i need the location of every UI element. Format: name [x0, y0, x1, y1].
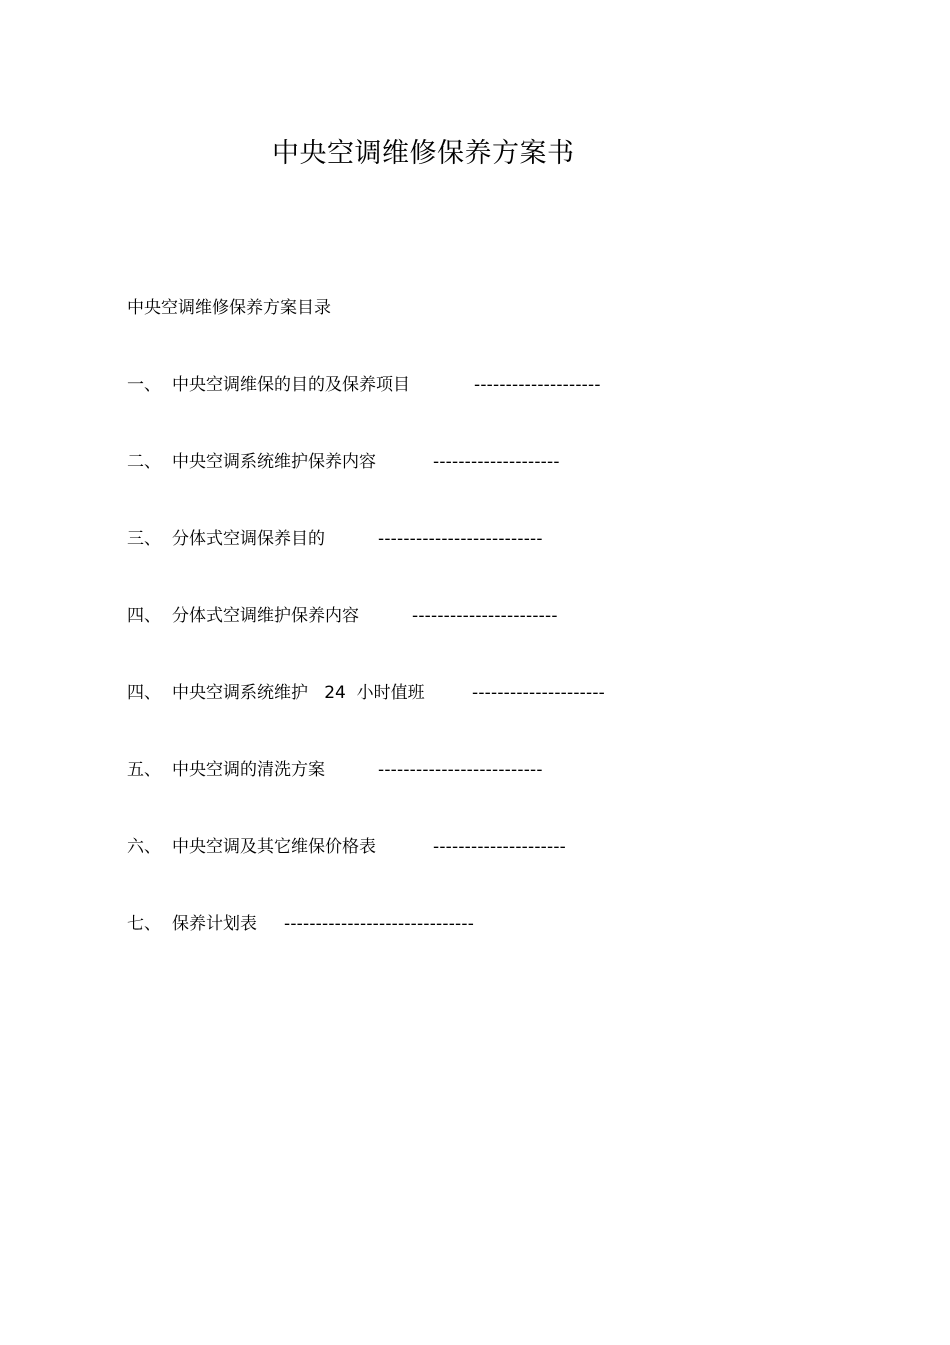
toc-item-number: 五、	[127, 760, 161, 780]
toc-item-number: 一、	[127, 375, 161, 395]
toc-item-number: 三、	[127, 529, 161, 549]
toc-item-leader: ------------------------------	[284, 914, 475, 934]
toc-item-text: 中央空调及其它维保价格表	[172, 837, 376, 857]
toc-item-number: 六、	[127, 837, 161, 857]
toc-heading: 中央空调维修保养方案目录	[127, 298, 331, 318]
toc-item-leader: --------------------------	[378, 529, 543, 549]
toc-item-text: 中央空调的清洗方案	[172, 760, 325, 780]
document-title: 中央空调维修保养方案书	[272, 138, 575, 169]
toc-item-leader: --------------------------	[378, 760, 543, 780]
toc-item-text: 中央空调系统维护 24 小时值班	[172, 683, 425, 703]
toc-item-text: 保养计划表	[172, 914, 257, 934]
toc-item-leader: -----------------------	[412, 606, 558, 626]
toc-item-text: 分体式空调保养目的	[172, 529, 325, 549]
toc-item-leader: --------------------	[433, 452, 560, 472]
toc-item-number: 七、	[127, 914, 161, 934]
toc-item-number: 二、	[127, 452, 161, 472]
toc-item-text: 中央空调系统维护保养内容	[172, 452, 376, 472]
toc-item-leader: ---------------------	[472, 683, 606, 703]
toc-item-number: 四、	[127, 606, 161, 626]
toc-item-number: 四、	[127, 683, 161, 703]
toc-item-text: 中央空调维保的目的及保养项目	[172, 375, 410, 395]
toc-item-leader: --------------------	[474, 375, 601, 395]
toc-item-text: 分体式空调维护保养内容	[172, 606, 359, 626]
toc-item-leader: ---------------------	[433, 837, 567, 857]
